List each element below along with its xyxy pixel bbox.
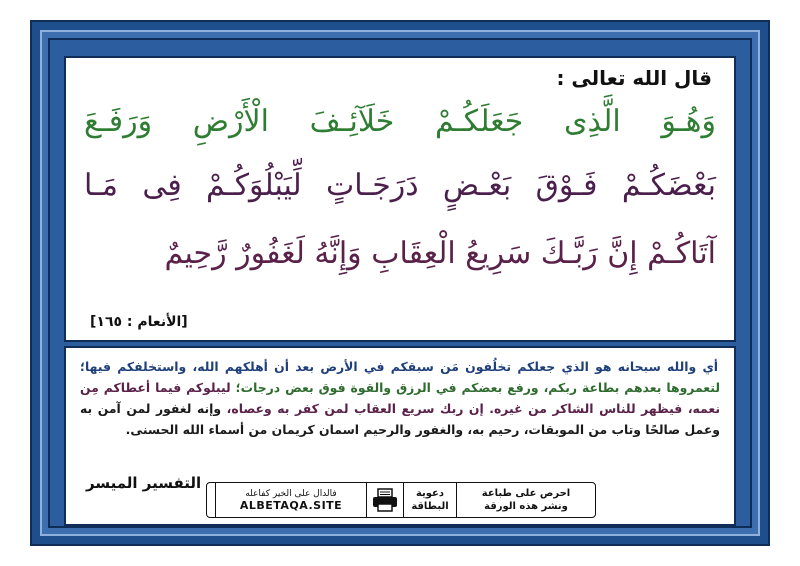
logo-line-2: البطاقة — [411, 501, 449, 512]
verse-line-2: بَعْضَكُـمْ فَـوْقَ بَعْـضٍ دَرَجَـاتٍ لِّيَبْلُوَكُـمْ فِى مَـا — [84, 168, 716, 203]
tafsir-segment-1: أي والله سبحانه هو الذي جعلكم تخلُفون مَن سبقكم في الأرض بعد أن أهلكهم الله، واستخلفكم فيها؛ — [80, 359, 719, 374]
site-url[interactable]: ALBETAQA.SITE — [239, 498, 343, 512]
footer-banner — [206, 482, 596, 518]
print-note — [457, 487, 595, 513]
site-box[interactable] — [215, 483, 367, 517]
verse-line-1: وَهُـوَ الَّذِى جَعَلَكُـمْ خَلَآئِـفَ الْأَرْضِ وَرَفَـعَ — [84, 104, 716, 139]
verse-reference: [الأنعام : ١٦٥] — [90, 314, 188, 330]
logo-line-1: دعوية — [415, 488, 445, 499]
tafsir-segment-2: لتعمروها بعدهم بطاعة ربكم، ورفع بعضكم في الرزق والقوة فوق بعض درجات؛ — [230, 380, 720, 395]
tafsir-text — [80, 356, 720, 440]
printer-icon — [367, 483, 403, 517]
site-motto: فالدال على الخير كفاعله — [245, 488, 337, 499]
verse-intro: قال الله تعالى : — [556, 66, 712, 90]
tafsir-segment-3: ليبلوكم فيما أعطاكم مِن نعمه، فيظهر للناس الشاكر من غيره. إن ربك سريع العقاب لمن كفر به وعصاه، — [80, 380, 720, 416]
verse-panel — [64, 56, 736, 342]
print-note-line-2: ونشر هذه الورقة — [484, 501, 568, 512]
tafsir-segment-4: وإنه لغفور لمن آمن به وعمل صالحًا وتاب من الموبقات، رحيم به، والغفور والرحيم اسمان كريمان من أسماء الله الحسنى. — [80, 401, 720, 437]
tafsir-panel — [64, 346, 736, 526]
verse-line-3: آتَاكُـمْ إِنَّ رَبَّـكَ سَرِيعُ الْعِقَابِ وَإِنَّهُ لَغَفُورٌ رَّحِيمٌ — [164, 236, 716, 271]
tafsir-source: التفسير الميسر — [86, 474, 202, 492]
dawiya-logo — [403, 483, 457, 517]
print-note-line-1: احرص على طباعة — [481, 488, 571, 499]
